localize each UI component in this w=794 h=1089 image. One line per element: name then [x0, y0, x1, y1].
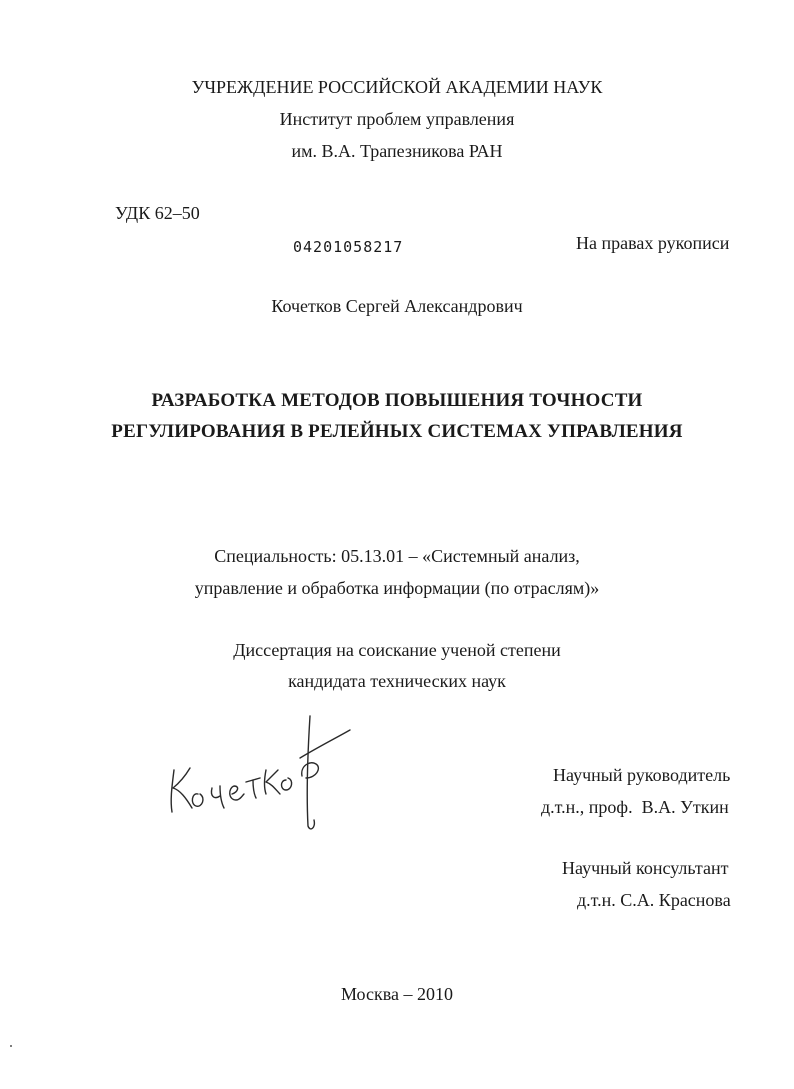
rights-note: На правах рукописи [576, 233, 730, 253]
dissertation-title-line-1: РАЗРАБОТКА МЕТОДОВ ПОВЫШЕНИЯ ТОЧНОСТИ [151, 390, 643, 411]
consultant-role: Научный консультант [562, 858, 729, 878]
degree-line-1: Диссертация на соискание ученой степени [233, 640, 561, 660]
author-name: Кочетков Сергей Александрович [271, 296, 523, 316]
consultant-name: д.т.н. С.А. Краснова [577, 890, 731, 910]
udk-code: УДК 62–50 [115, 203, 200, 223]
registration-number: 04201058217 [293, 238, 404, 256]
degree-line-2: кандидата технических наук [288, 671, 506, 691]
specialty-line-2: управление и обработка информации (по отраслям)» [194, 578, 600, 598]
specialty-line-1: Специальность: 05.13.01 – «Системный анализ, [214, 546, 580, 566]
supervisor-name: д.т.н., проф. В.А. Уткин [541, 797, 729, 817]
handwritten-signature [160, 708, 360, 838]
institution-line-1: УЧРЕЖДЕНИЕ РОССИЙСКОЙ АКАДЕМИИ НАУК [191, 77, 603, 97]
scan-speck [10, 1045, 12, 1047]
dissertation-title-line-2: РЕГУЛИРОВАНИЯ В РЕЛЕЙНЫХ СИСТЕМАХ УПРАВЛЕНИЯ [111, 421, 683, 442]
city-year: Москва – 2010 [341, 984, 453, 1004]
supervisor-role: Научный руководитель [553, 765, 731, 785]
institution-line-3: им. В.А. Трапезникова РАН [291, 141, 503, 161]
institution-line-2: Институт проблем управления [279, 109, 515, 129]
